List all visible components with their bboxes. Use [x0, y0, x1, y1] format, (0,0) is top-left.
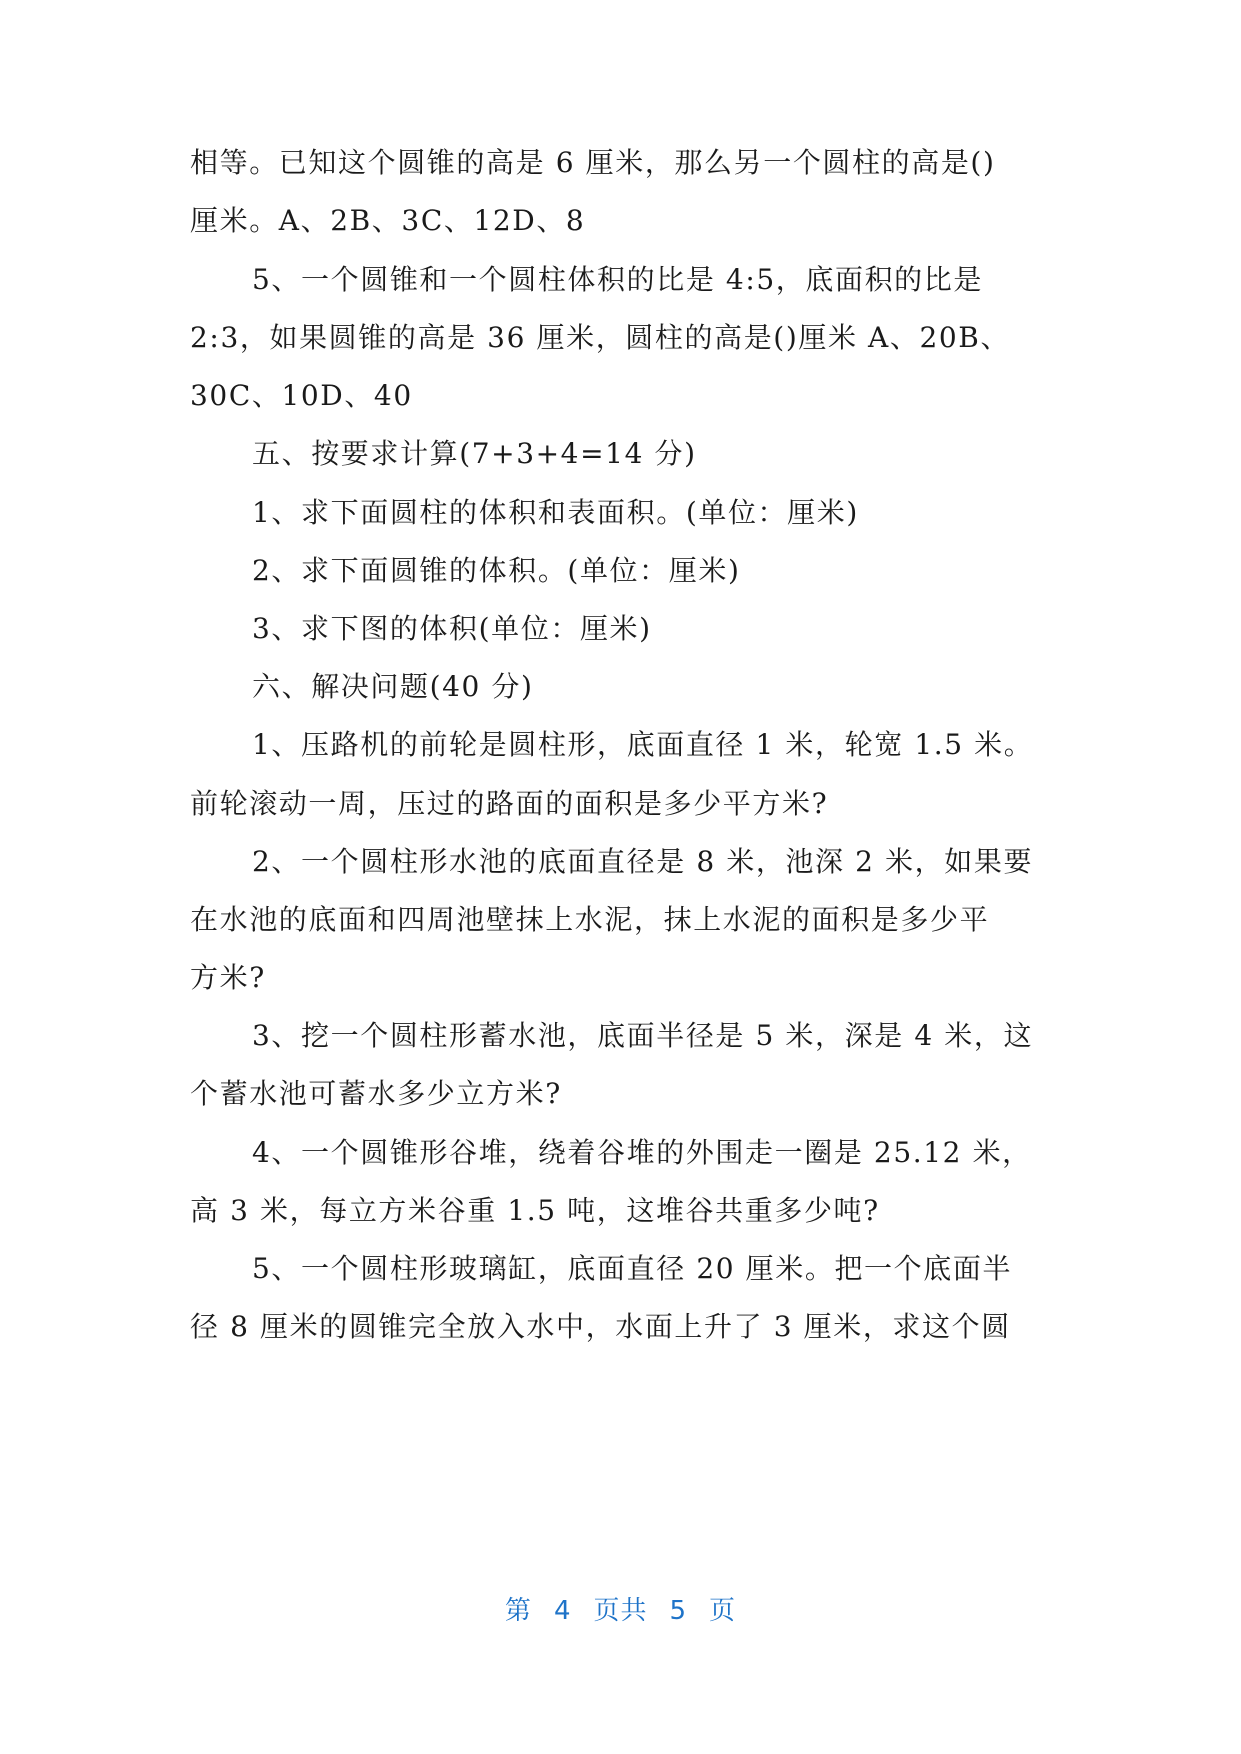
- current-page-number: 4: [553, 1596, 572, 1626]
- problem-5: 5、一个圆柱形玻璃缸，底面直径 20 厘米。把一个底面半: [252, 1252, 1013, 1285]
- page-footer: [0, 1593, 1241, 1629]
- problem-4: 4、一个圆锥形谷堆，绕着谷堆的外围走一圈是 25.12 米，: [252, 1136, 1032, 1169]
- text-line: 在水池的底面和四周池壁抹上水泥，抹上水泥的面积是多少平: [190, 903, 990, 936]
- footer-middle: 页共: [593, 1596, 648, 1626]
- question-5: 5、一个圆锥和一个圆柱体积的比是 4:5，底面积的比是: [252, 263, 983, 296]
- text-line: 高 3 米，每立方米谷重 1.5 吨，这堆谷共重多少吨?: [190, 1194, 880, 1227]
- text-line: 前轮滚动一周，压过的路面的面积是多少平方米?: [190, 787, 829, 820]
- problem-1: 1、压路机的前轮是圆柱形，底面直径 1 米，轮宽 1.5 米。: [252, 728, 1034, 761]
- calc-item-2: 2、求下面圆锥的体积。(单位：厘米): [252, 554, 741, 587]
- footer-suffix: 页: [709, 1596, 737, 1626]
- text-line: 30C、10D、40: [190, 379, 413, 412]
- text-line: 方米?: [190, 961, 266, 994]
- total-pages-number: 5: [669, 1596, 688, 1626]
- text-line: 个蓄水池可蓄水多少立方米?: [190, 1077, 562, 1110]
- footer-prefix: 第: [504, 1596, 532, 1626]
- section-heading-5: 五、按要求计算(7+3+4=14 分): [252, 437, 697, 470]
- text-line: 2:3，如果圆锥的高是 36 厘米，圆柱的高是()厘米 A、20B、: [190, 321, 1011, 354]
- problem-2: 2、一个圆柱形水池的底面直径是 8 米，池深 2 米，如果要: [252, 845, 1034, 878]
- text-line: 相等。已知这个圆锥的高是 6 厘米，那么另一个圆柱的高是(): [190, 146, 996, 179]
- section-heading-6: 六、解决问题(40 分): [252, 670, 534, 703]
- text-line: 径 8 厘米的圆锥完全放入水中，水面上升了 3 厘米，求这个圆: [190, 1310, 1011, 1343]
- calc-item-1: 1、求下面圆柱的体积和表面积。(单位：厘米): [252, 496, 859, 529]
- calc-item-3: 3、求下图的体积(单位：厘米): [252, 612, 652, 645]
- text-line: 厘米。A、2B、3C、12D、8: [190, 204, 586, 237]
- problem-3: 3、挖一个圆柱形蓄水池，底面半径是 5 米，深是 4 米，这: [252, 1019, 1034, 1052]
